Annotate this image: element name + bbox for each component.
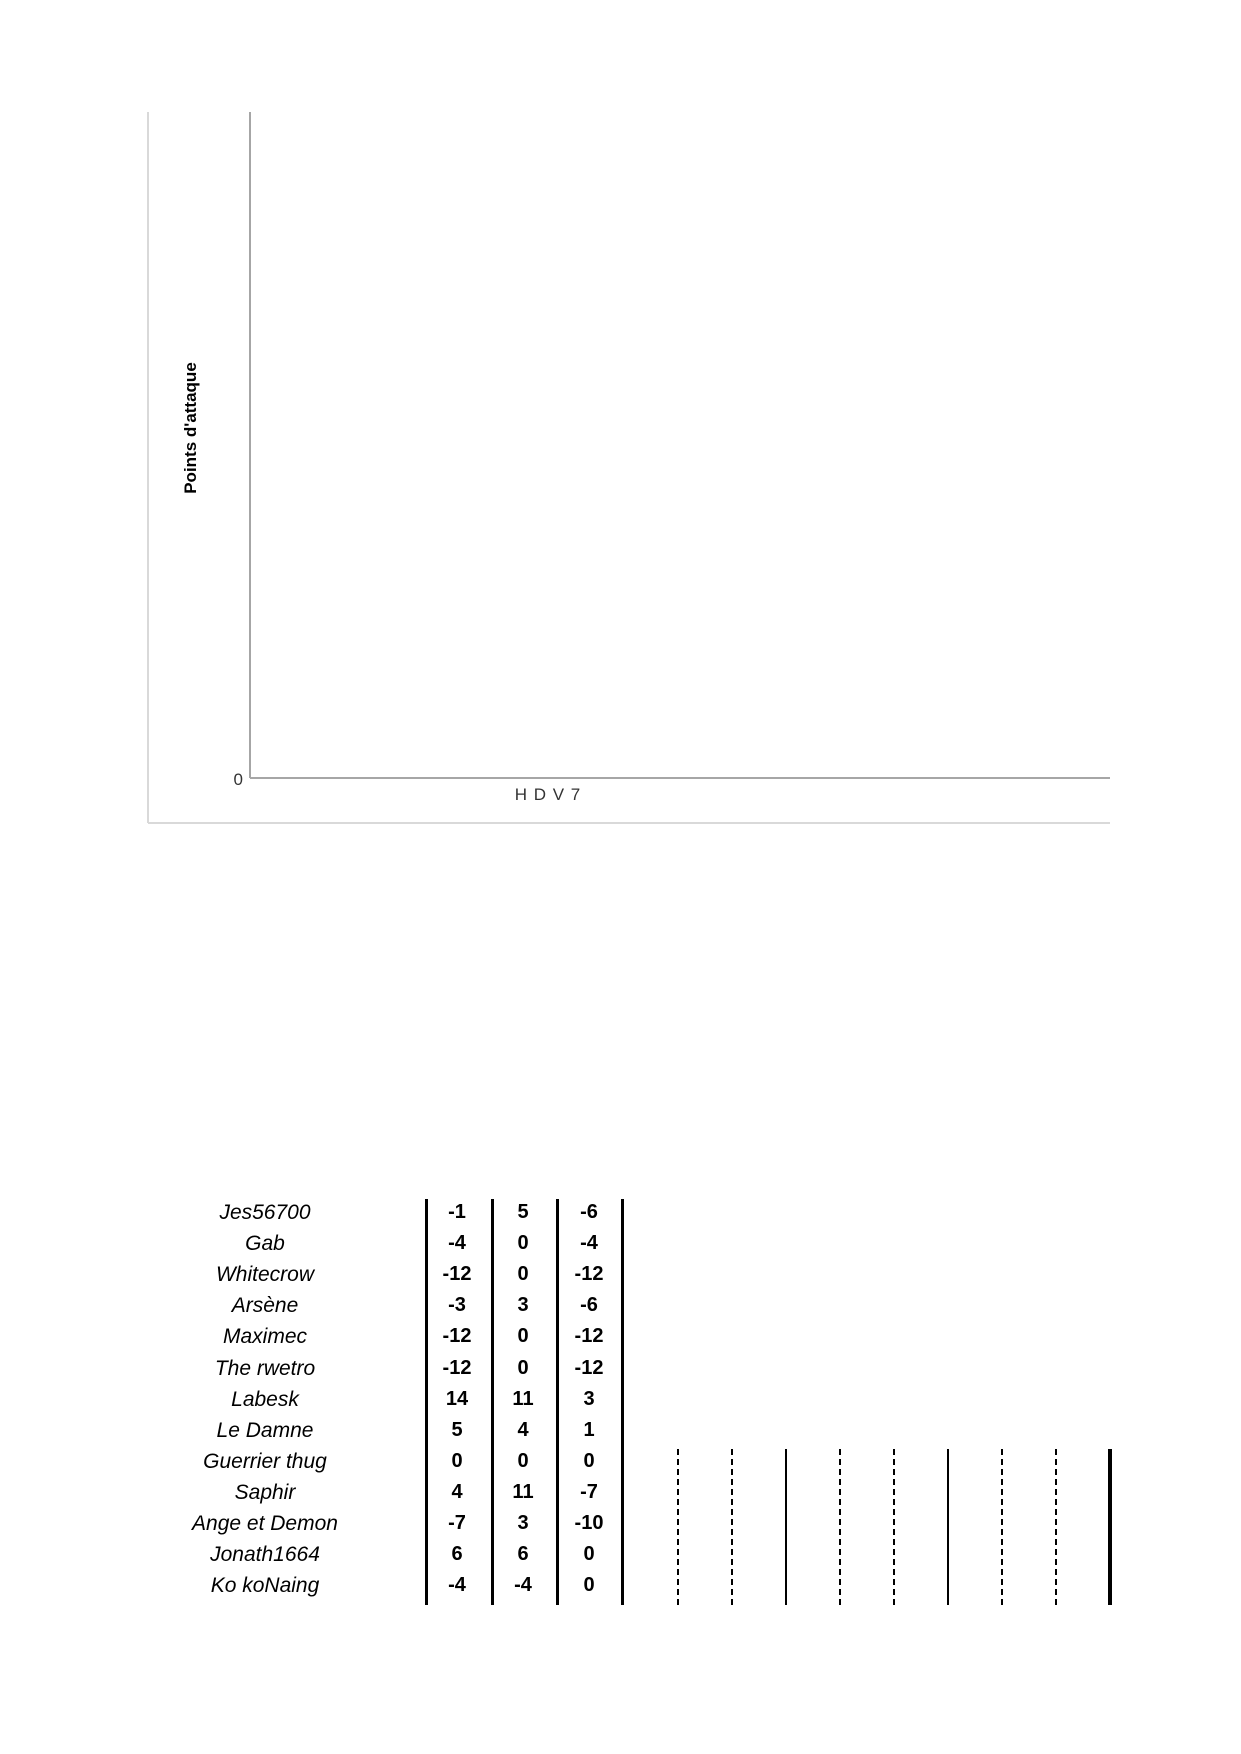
table-cell-value: 0 [583, 1543, 595, 1566]
table-cell-value: -12 [442, 1325, 472, 1348]
table-row-name: The rwetro [214, 1356, 316, 1380]
table-dashed-border [1001, 1449, 1003, 1605]
table-dashed-border [731, 1449, 733, 1605]
table-cell-value: 3 [517, 1294, 529, 1317]
table-row-name: Saphir [234, 1480, 296, 1504]
table-row-name: Arsène [231, 1294, 299, 1318]
table-cell-value: 4 [517, 1418, 529, 1441]
table-cell-value: 1 [583, 1418, 595, 1441]
table-dashed-border [839, 1449, 841, 1605]
table-cell-value: 5 [451, 1418, 463, 1441]
table-cell-value: -4 [448, 1232, 466, 1255]
table-cell-value: 6 [451, 1543, 463, 1566]
y-axis-label: Points d'attaque [181, 362, 200, 494]
table-column-border [491, 1199, 494, 1605]
table-cell-value: 0 [517, 1263, 529, 1286]
table-cell-value: 0 [517, 1232, 529, 1255]
table-cell-value: 0 [583, 1449, 595, 1472]
table-cell-value: 0 [517, 1325, 529, 1348]
y-tick-label: 0 [233, 770, 243, 789]
table-cell-value: -4 [448, 1574, 466, 1597]
table-row-name: Maximec [222, 1325, 307, 1349]
table-dashed-border [677, 1449, 679, 1605]
table-row-name: Ange et Demon [192, 1512, 338, 1535]
table-cell-value: -12 [574, 1356, 604, 1379]
table-cell-value: -7 [448, 1512, 466, 1534]
table-cell-value: -6 [580, 1201, 598, 1223]
table-row-name: Whitecrow [215, 1263, 315, 1287]
table-column-border [556, 1199, 559, 1605]
table-dashed-border [1055, 1449, 1057, 1605]
table-cell-value: 11 [512, 1480, 534, 1503]
table-cell-value: -12 [442, 1263, 472, 1286]
table-cell-value: 0 [517, 1356, 529, 1379]
table-row-name: Jes56700 [219, 1201, 311, 1224]
table-row-name: Labesk [231, 1387, 299, 1411]
table-row-name: Le Damne [216, 1418, 314, 1442]
table-cell-value: -1 [448, 1201, 466, 1223]
table-column-border [785, 1449, 787, 1605]
table-cell-value: 0 [583, 1574, 595, 1597]
table-cell-value: -12 [574, 1263, 604, 1286]
table-cell-value: 0 [517, 1449, 529, 1472]
table-cell-value: 11 [512, 1387, 534, 1410]
x-tick-label: H D V 7 [514, 785, 582, 804]
table-row-name: Jonath1664 [210, 1543, 320, 1567]
table-cell-value: 4 [451, 1480, 463, 1503]
table-cell-value: -6 [580, 1294, 598, 1317]
table-row-name: Gab [245, 1232, 285, 1256]
table-cell-value: 6 [517, 1543, 529, 1566]
table-row-name: Guerrier thug [203, 1449, 327, 1473]
table-cell-value: -4 [514, 1574, 532, 1597]
table-cell-value: 5 [517, 1201, 529, 1223]
table-cell-value: 3 [517, 1512, 529, 1534]
table-row-name: Ko koNaing [210, 1574, 320, 1598]
table-cell-value: -10 [574, 1512, 604, 1534]
table-cell-value: -3 [448, 1294, 466, 1317]
table-cell-value: 14 [445, 1387, 469, 1410]
table-cell-value: -4 [580, 1232, 598, 1255]
table-right-border [1108, 1449, 1112, 1605]
table-cell-value: 3 [583, 1387, 595, 1410]
table-column-border [425, 1199, 428, 1605]
table-cell-value: 0 [451, 1449, 463, 1472]
table-column-border [947, 1449, 949, 1605]
table-cell-value: -12 [574, 1325, 604, 1348]
table-column-border [621, 1199, 624, 1605]
table-dashed-border [893, 1449, 895, 1605]
table-cell-value: -12 [442, 1356, 472, 1379]
table-cell-value: -7 [580, 1480, 598, 1503]
